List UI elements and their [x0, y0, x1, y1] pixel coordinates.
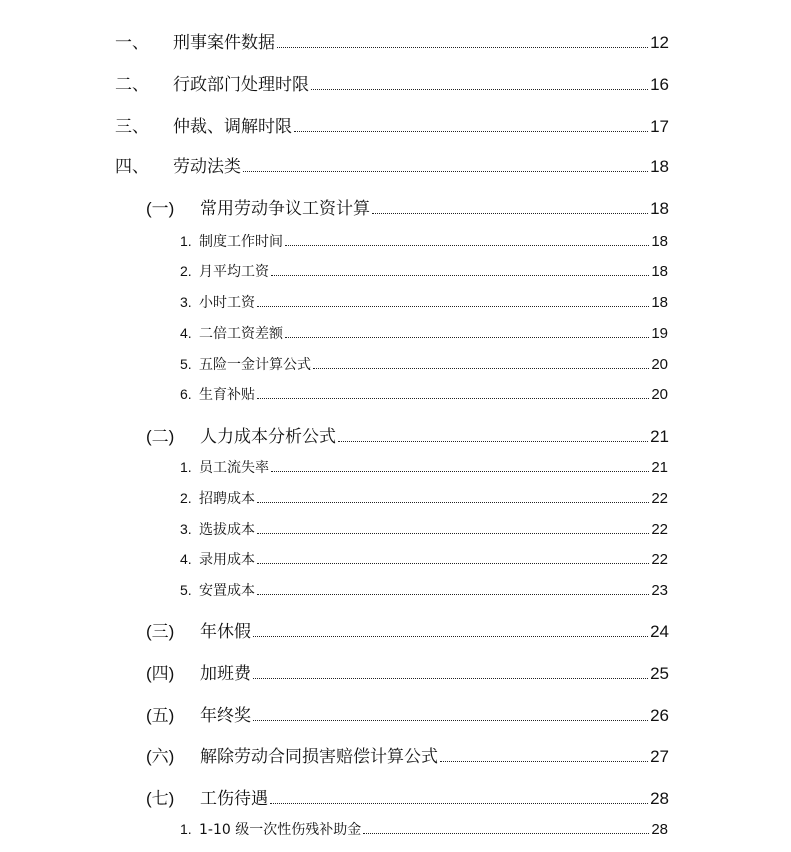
toc-entry-number: (一) [146, 199, 175, 218]
toc-entry-page: 18 [651, 263, 668, 280]
toc-entry-title: 录用成本 [199, 552, 255, 568]
toc-entry[interactable] [146, 617, 669, 642]
dot-leader [257, 502, 649, 503]
toc-entry-number: 2. [180, 490, 192, 506]
dot-leader [294, 131, 648, 132]
toc-entry-number: 二、 [115, 75, 149, 95]
dot-leader [440, 761, 648, 762]
toc-entry-title: 人力成本分析公式 [200, 427, 336, 447]
dot-leader [270, 803, 648, 804]
toc-entry[interactable] [180, 261, 668, 281]
dot-leader [277, 47, 648, 48]
toc-entry-page: 16 [650, 75, 669, 94]
toc-entry-page: 22 [651, 551, 668, 568]
toc-entry-title: 年终奖 [200, 706, 251, 726]
toc-entry-page: 28 [651, 821, 668, 838]
toc-entry-number: 1. [180, 459, 192, 475]
toc-entry-page: 18 [651, 233, 668, 250]
dot-leader [253, 636, 648, 637]
toc-entry-title: 选拔成本 [199, 522, 255, 538]
toc-entry[interactable] [180, 457, 668, 477]
toc-entry[interactable] [115, 112, 669, 137]
toc-entry-page: 17 [650, 117, 669, 136]
toc-entry-number: (五) [146, 706, 175, 725]
toc-entry-page: 24 [650, 622, 669, 641]
toc-entry-number: 1. [180, 233, 192, 249]
toc-entry-page: 23 [651, 582, 668, 599]
toc-entry[interactable] [115, 152, 669, 177]
dot-leader [257, 594, 649, 595]
toc-entry[interactable] [180, 231, 668, 251]
toc-entry-number: 4. [180, 551, 192, 567]
toc-entry-title: 1-10 级一次性伤残补助金 [199, 822, 362, 838]
dot-leader [243, 171, 648, 172]
dot-leader [257, 563, 649, 564]
toc-entry-title: 二倍工资差额 [199, 326, 283, 342]
toc-entry-number: 5. [180, 582, 192, 598]
dot-leader [311, 89, 648, 90]
toc-entry-title: 安置成本 [199, 583, 255, 599]
toc-entry-title: 月平均工资 [199, 264, 269, 280]
toc-entry-page: 21 [651, 459, 668, 476]
toc-entry[interactable] [180, 292, 668, 312]
toc-entry-title: 工伤待遇 [200, 789, 268, 809]
toc-entry-title: 小时工资 [199, 295, 255, 311]
toc-entry-title: 仲裁、调解时限 [173, 117, 292, 137]
toc-entry[interactable] [115, 70, 669, 95]
toc-entry-page: 22 [651, 521, 668, 538]
dot-leader [363, 833, 649, 834]
toc-entry-number: 5. [180, 356, 192, 372]
toc-entry-page: 26 [650, 706, 669, 725]
toc-entry-title: 五险一金计算公式 [199, 357, 311, 373]
toc-entry-title: 生育补贴 [199, 387, 255, 403]
toc-entry[interactable] [180, 519, 668, 539]
toc-entry-number: 6. [180, 386, 192, 402]
dot-leader [257, 398, 649, 399]
dot-leader [372, 213, 648, 214]
toc-entry-number: 3. [180, 521, 192, 537]
toc-entry-page: 18 [650, 199, 669, 218]
toc-entry-number: (六) [146, 747, 175, 766]
toc-entry-page: 18 [651, 294, 668, 311]
toc-entry-number: 四、 [115, 157, 149, 177]
dot-leader [313, 368, 649, 369]
toc-entry-page: 22 [651, 490, 668, 507]
toc-entry-number: 4. [180, 325, 192, 341]
dot-leader [253, 678, 648, 679]
toc-entry-page: 21 [650, 427, 669, 446]
toc-entry-number: (四) [146, 664, 175, 683]
toc-entry-title: 解除劳动合同损害赔偿计算公式 [200, 747, 438, 767]
toc-entry[interactable] [115, 28, 669, 53]
toc-entry[interactable] [146, 701, 669, 726]
toc-entry-number: (二) [146, 427, 175, 446]
toc-entry-number: 3. [180, 294, 192, 310]
toc-entry-title: 劳动法类 [173, 157, 241, 177]
toc-entry[interactable] [180, 549, 668, 569]
toc-entry-title: 常用劳动争议工资计算 [200, 199, 370, 219]
toc-entry-page: 27 [650, 747, 669, 766]
toc-entry[interactable] [180, 323, 668, 343]
toc-entry[interactable] [180, 580, 668, 600]
toc-entry[interactable] [146, 659, 669, 684]
dot-leader [257, 306, 649, 307]
dot-leader [271, 471, 649, 472]
toc-entry-title: 制度工作时间 [199, 234, 283, 250]
dot-leader [271, 275, 649, 276]
toc-entry-number: 2. [180, 263, 192, 279]
toc-entry-title: 行政部门处理时限 [173, 75, 309, 95]
toc-entry[interactable] [180, 384, 668, 404]
toc-entry-page: 20 [651, 386, 668, 403]
dot-leader [285, 337, 649, 338]
dot-leader [338, 441, 648, 442]
dot-leader [285, 245, 649, 246]
toc-entry[interactable] [180, 819, 668, 839]
dot-leader [257, 533, 649, 534]
toc-entry-page: 25 [650, 664, 669, 683]
toc-entry-number: 1. [180, 821, 192, 837]
toc-entry[interactable] [146, 784, 669, 809]
toc-entry[interactable] [180, 354, 668, 374]
toc-entry-title: 员工流失率 [199, 460, 269, 476]
toc-entry-title: 招聘成本 [199, 491, 255, 507]
toc-entry[interactable] [180, 488, 668, 508]
toc-entry-page: 19 [651, 325, 668, 342]
toc-entry[interactable] [146, 194, 669, 219]
toc-entry-page: 18 [650, 157, 669, 176]
toc-entry-number: 一、 [115, 33, 149, 53]
toc-entry-number: 三、 [115, 117, 149, 137]
toc-entry[interactable] [146, 422, 669, 447]
toc-entry-number: (三) [146, 622, 175, 641]
toc-entry-number: (七) [146, 789, 175, 808]
toc-entry[interactable] [146, 742, 669, 767]
toc-entry-page: 12 [650, 33, 669, 52]
toc-entry-page: 28 [650, 789, 669, 808]
toc-entry-title: 年休假 [200, 622, 251, 642]
toc-entry-title: 加班费 [200, 664, 251, 684]
toc-entry-title: 刑事案件数据 [173, 33, 275, 53]
dot-leader [253, 720, 648, 721]
toc-entry-page: 20 [651, 356, 668, 373]
